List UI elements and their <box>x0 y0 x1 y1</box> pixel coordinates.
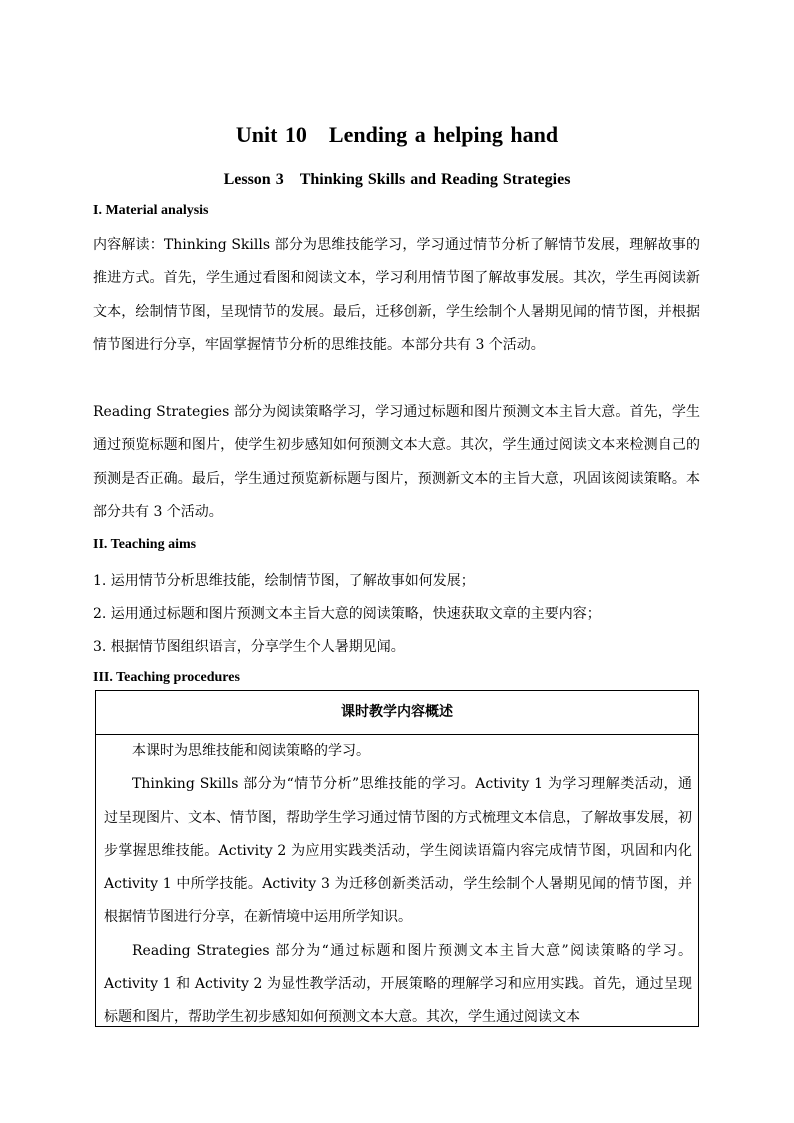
lesson-subtitle: Lesson 3 Thinking Skills and Reading Strategies <box>223 171 571 188</box>
lesson-overview-table <box>95 690 699 1027</box>
section-heading-teaching-aims: II. Teaching aims <box>93 537 197 552</box>
section-heading-material-analysis: I. Material analysis <box>93 203 209 218</box>
teaching-aim-2: 2. 运用通过标题和图片预测文本主旨大意的阅读策略，快速获取文章的主要内容； <box>93 606 601 622</box>
table-header: 课时教学内容概述 <box>96 691 698 735</box>
material-analysis-paragraph-2: Reading Strategies 部分为阅读策略学习，学习通过标题和图片预测文本主旨大意。首先，学生通过预览标题和图片，使学生初步感知如何预测文本大意。其次，学生通过阅读文本来检测自己的预测是否正确。最后，学生通过预览新标题与图片，预测新文本的主旨大意，巩固该阅读策略。本部分共有 3 个活动。 <box>93 404 700 520</box>
overview-paragraph-1: 本课时为思维技能和阅读策略的学习。 <box>132 743 370 759</box>
table-body <box>96 735 698 1027</box>
teaching-aim-3: 3. 根据情节图组织语言，分享学生个人暑期见闻。 <box>93 639 405 655</box>
overview-paragraph-2: Thinking Skills 部分为“情节分析”思维技能的学习。Activity 1 为学习理解类活动，通过呈现图片、文本、情节图，帮助学生学习通过情节图的方式梳理文本信息，了解故事发展，初步掌握思维技能。Activity 2 为应用实践类活动，学生阅读语篇内容完成情节图，巩固和内化 Activity 1 中所学技能。Activity 3 为迁移创新类活动，学生绘制个人暑期见闻的情节图，并根据情节图进行分享，在新情境中运用所学知识。 <box>104 776 692 926</box>
overview-paragraph-3: Reading Strategies 部分为“通过标题和图片预测文本主旨大意”阅读策略的学习。Activity 1 和 Activity 2 为显性教学活动，开展策略的理解学习和应用实践。首先，通过呈现标题和图片，帮助学生初步感知如何预测文本大意。其次，学生通过阅读文本 <box>104 942 692 1026</box>
document-title: Unit 10 Lending a helping hand <box>235 122 559 147</box>
teaching-aim-1: 1. 运用情节分析思维技能，绘制情节图，了解故事如何发展； <box>93 573 475 589</box>
material-analysis-paragraph-1: 内容解读：Thinking Skills 部分为思维技能学习，学习通过情节分析了解情节发展，理解故事的推进方式。首先，学生通过看图和阅读文本，学习利用情节图了解故事发展。其次，学生再阅读新文本，绘制情节图，呈现情节的发展。最后，迁移创新，学生绘制个人暑期见闻的情节图，并根据情节图进行分享，牢固掌握情节分析的思维技能。本部分共有 3 个活动。 <box>93 237 700 353</box>
section-heading-teaching-procedures: III. Teaching procedures <box>93 670 240 685</box>
